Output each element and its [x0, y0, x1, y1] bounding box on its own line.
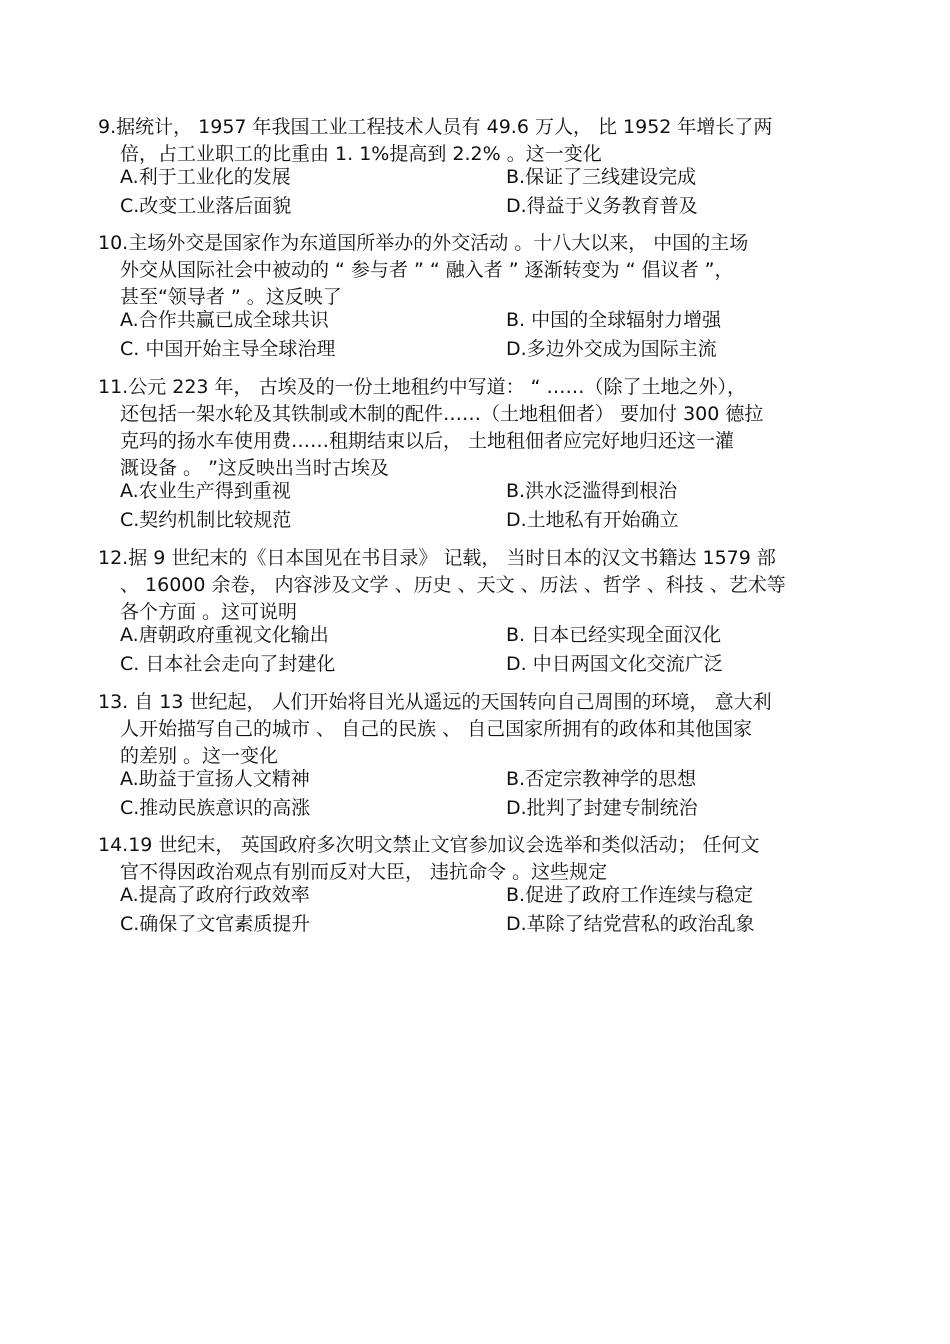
question-stem-line: 的差别 。这一变化: [120, 745, 279, 767]
question-stem-line: 12.据 9 世纪末的《日本国见在书目录》 记载， 当时日本的汉文书籍达 1579 部: [98, 547, 776, 569]
option-b[interactable]: B. 日本已经实现全面汉化: [506, 624, 722, 646]
option-a[interactable]: A.提高了政府行政效率: [120, 884, 310, 906]
options-row: [98, 650, 868, 679]
option-d[interactable]: D. 中日两国文化交流广泛: [506, 653, 723, 675]
question-14: [98, 832, 868, 939]
question-stem-line: 克玛的扬水车使用费……租期结束以后， 土地租佃者应完好地归还这一灌: [120, 430, 735, 452]
option-a[interactable]: A.合作共赢已成全球共识: [120, 309, 329, 331]
options-row: [98, 192, 868, 221]
question-stem-line: 溉设备 。 ”这反映出当时古埃及: [120, 457, 389, 479]
question-stem-line: 9.据统计， 1957 年我国工业工程技术人员有 49.6 万人， 比 1952 年增长了两: [98, 116, 773, 138]
options-row: [98, 506, 868, 535]
option-b[interactable]: B.洪水泛滥得到根治: [506, 480, 678, 502]
option-d[interactable]: D.得益于义务教育普及: [506, 195, 698, 217]
option-c[interactable]: C. 日本社会走向了封建化: [120, 653, 336, 675]
options-row: [98, 335, 868, 364]
options-row: [98, 621, 868, 650]
question-stem-line: 外交从国际社会中被动的 “ 参与者 ” “ 融入者 ” 逐渐转变为 “ 倡议者 ”，: [120, 259, 734, 281]
question-stem-line: 10.主场外交是国家作为东道国所举办的外交活动 。十八大以来， 中国的主场: [98, 232, 749, 254]
options-row: [98, 477, 868, 506]
option-a[interactable]: A.唐朝政府重视文化输出: [120, 624, 329, 646]
option-c[interactable]: C.改变工业落后面貌: [120, 195, 292, 217]
option-d[interactable]: D.革除了结党营私的政治乱象: [506, 913, 755, 935]
option-d[interactable]: D.土地私有开始确立: [506, 509, 679, 531]
option-c[interactable]: C. 中国开始主导全球治理: [120, 338, 336, 360]
option-b[interactable]: B.保证了三线建设完成: [506, 166, 697, 188]
options-row: [98, 163, 868, 192]
question-10: [98, 230, 868, 364]
question-stem-line: 还包括一架水轮及其铁制或木制的配件……（土地租佃者） 要加付 300 德拉: [120, 403, 764, 425]
option-b[interactable]: B.促进了政府工作连续与稳定: [506, 884, 754, 906]
question-11: [98, 374, 868, 535]
question-stem-line: 11.公元 223 年， 古埃及的一份土地租约中写道： “ ……（除了土地之外），: [98, 376, 747, 398]
question-13: [98, 689, 868, 823]
option-a[interactable]: A.农业生产得到重视: [120, 480, 291, 502]
options-row: [98, 765, 868, 794]
option-d[interactable]: D.多边外交成为国际主流: [506, 338, 717, 360]
question-stem-line: 倍，占工业职工的比重由 1. 1%提高到 2.2% 。这一变化: [120, 143, 602, 165]
question-stem-line: 官不得因政治观点有别而反对大臣， 违抗命令 。这些规定: [120, 861, 608, 883]
question-12: [98, 545, 868, 679]
question-stem-line: 甚至“领导者 ” 。这反映了: [120, 286, 342, 308]
option-d[interactable]: D.批判了封建专制统治: [506, 797, 698, 819]
option-b[interactable]: B.否定宗教神学的思想: [506, 768, 697, 790]
question-stem-line: 各个方面 。这可说明: [120, 601, 298, 623]
option-b[interactable]: B. 中国的全球辐射力增强: [506, 309, 722, 331]
question-stem-line: 人开始描写自己的城市 、 自己的民族 、 自己国家所拥有的政体和其他国家: [120, 718, 753, 740]
option-a[interactable]: A.利于工业化的发展: [120, 166, 291, 188]
option-c[interactable]: C.契约机制比较规范: [120, 509, 292, 531]
options-row: [98, 910, 868, 939]
options-row: [98, 794, 868, 823]
question-stem-line: 14.19 世纪末， 英国政府多次明文禁止文官参加议会选举和类似活动； 任何文: [98, 834, 760, 856]
option-a[interactable]: A.助益于宣扬人文精神: [120, 768, 310, 790]
options-row: [98, 881, 868, 910]
question-stem-line: 、 16000 余卷， 内容涉及文学 、历史 、天文 、历法 、哲学 、科技 、艺术等: [120, 574, 786, 596]
question-stem-line: 13. 自 13 世纪起， 人们开始将目光从遥远的天国转向自己周围的环境， 意大利: [98, 691, 772, 713]
option-c[interactable]: C.推动民族意识的高涨: [120, 797, 311, 819]
options-row: [98, 306, 868, 335]
option-c[interactable]: C.确保了文官素质提升: [120, 913, 311, 935]
question-9: [98, 114, 868, 221]
